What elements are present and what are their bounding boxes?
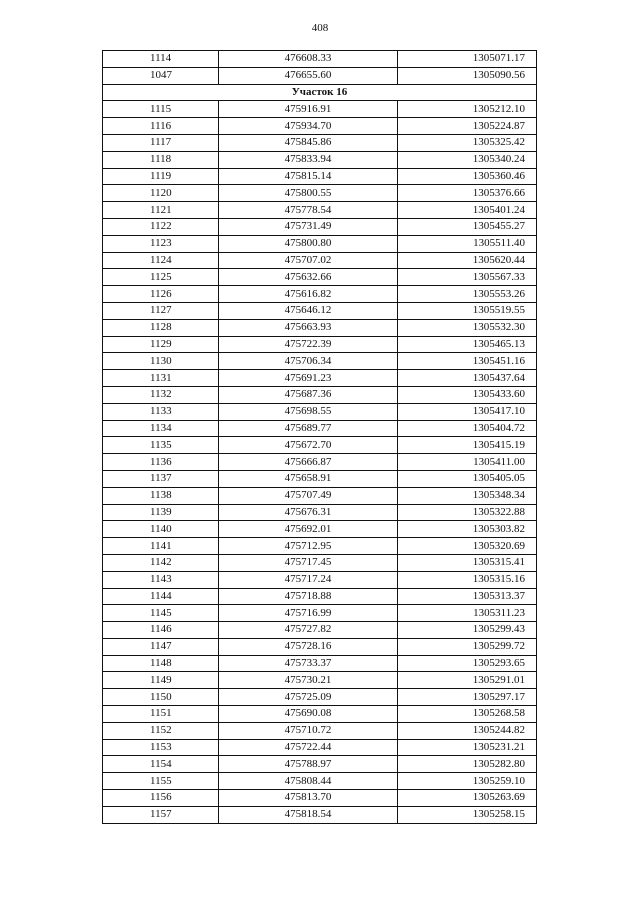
x-coordinate: 475707.49 — [219, 487, 398, 504]
point-number: 1120 — [103, 185, 219, 202]
x-coordinate: 475692.01 — [219, 521, 398, 538]
point-number: 1116 — [103, 118, 219, 135]
x-coordinate: 475616.82 — [219, 286, 398, 303]
point-number: 1146 — [103, 622, 219, 639]
table-row — [103, 67, 537, 84]
x-coordinate: 475718.88 — [219, 588, 398, 605]
x-coordinate: 475722.39 — [219, 336, 398, 353]
point-number: 1157 — [103, 806, 219, 823]
y-coordinate: 1305299.43 — [398, 622, 537, 639]
y-coordinate: 1305376.66 — [398, 185, 537, 202]
x-coordinate: 475717.45 — [219, 554, 398, 571]
table-row — [103, 622, 537, 639]
x-coordinate: 475813.70 — [219, 790, 398, 807]
point-number: 1128 — [103, 319, 219, 336]
x-coordinate: 475725.09 — [219, 689, 398, 706]
point-number: 1124 — [103, 252, 219, 269]
table-row — [103, 134, 537, 151]
table-row — [103, 605, 537, 622]
x-coordinate: 476608.33 — [219, 51, 398, 68]
table-row — [103, 470, 537, 487]
table-row — [103, 672, 537, 689]
point-number: 1133 — [103, 403, 219, 420]
point-number: 1127 — [103, 302, 219, 319]
section-header-row — [103, 84, 537, 101]
y-coordinate: 1305322.88 — [398, 504, 537, 521]
y-coordinate: 1305401.24 — [398, 202, 537, 219]
table-row — [103, 168, 537, 185]
point-number: 1151 — [103, 706, 219, 723]
point-number: 1155 — [103, 773, 219, 790]
table-row — [103, 302, 537, 319]
x-coordinate: 475663.93 — [219, 319, 398, 336]
y-coordinate: 1305071.17 — [398, 51, 537, 68]
point-number: 1047 — [103, 67, 219, 84]
x-coordinate: 475710.72 — [219, 722, 398, 739]
y-coordinate: 1305567.33 — [398, 269, 537, 286]
table-row — [103, 336, 537, 353]
table-row — [103, 252, 537, 269]
y-coordinate: 1305231.21 — [398, 739, 537, 756]
table-row — [103, 504, 537, 521]
x-coordinate: 475833.94 — [219, 151, 398, 168]
y-coordinate: 1305519.55 — [398, 302, 537, 319]
page-number: 408 — [311, 22, 329, 34]
table-row — [103, 420, 537, 437]
y-coordinate: 1305404.72 — [398, 420, 537, 437]
table-row — [103, 806, 537, 823]
x-coordinate: 475845.86 — [219, 134, 398, 151]
y-coordinate: 1305320.69 — [398, 538, 537, 555]
y-coordinate: 1305455.27 — [398, 218, 537, 235]
y-coordinate: 1305415.19 — [398, 437, 537, 454]
point-number: 1125 — [103, 269, 219, 286]
table-row — [103, 588, 537, 605]
x-coordinate: 475815.14 — [219, 168, 398, 185]
y-coordinate: 1305268.58 — [398, 706, 537, 723]
point-number: 1149 — [103, 672, 219, 689]
x-coordinate: 475788.97 — [219, 756, 398, 773]
x-coordinate: 475646.12 — [219, 302, 398, 319]
table-row — [103, 487, 537, 504]
point-number: 1119 — [103, 168, 219, 185]
y-coordinate: 1305451.16 — [398, 353, 537, 370]
table-row — [103, 437, 537, 454]
point-number: 1131 — [103, 370, 219, 387]
y-coordinate: 1305340.24 — [398, 151, 537, 168]
y-coordinate: 1305325.42 — [398, 134, 537, 151]
table-row — [103, 739, 537, 756]
y-coordinate: 1305360.46 — [398, 168, 537, 185]
x-coordinate: 475733.37 — [219, 655, 398, 672]
x-coordinate: 475687.36 — [219, 386, 398, 403]
point-number: 1142 — [103, 554, 219, 571]
x-coordinate: 475730.21 — [219, 672, 398, 689]
coordinates-table — [102, 50, 537, 824]
y-coordinate: 1305417.10 — [398, 403, 537, 420]
point-number: 1141 — [103, 538, 219, 555]
point-number: 1137 — [103, 470, 219, 487]
y-coordinate: 1305263.69 — [398, 790, 537, 807]
table-row — [103, 185, 537, 202]
y-coordinate: 1305511.40 — [398, 235, 537, 252]
point-number: 1123 — [103, 235, 219, 252]
point-number: 1150 — [103, 689, 219, 706]
x-coordinate: 475676.31 — [219, 504, 398, 521]
point-number: 1152 — [103, 722, 219, 739]
x-coordinate: 475731.49 — [219, 218, 398, 235]
y-coordinate: 1305291.01 — [398, 672, 537, 689]
y-coordinate: 1305620.44 — [398, 252, 537, 269]
table-row — [103, 756, 537, 773]
y-coordinate: 1305465.13 — [398, 336, 537, 353]
coordinates-table-body — [103, 51, 537, 824]
point-number: 1122 — [103, 218, 219, 235]
point-number: 1148 — [103, 655, 219, 672]
point-number: 1138 — [103, 487, 219, 504]
table-row — [103, 638, 537, 655]
point-number: 1129 — [103, 336, 219, 353]
point-number: 1115 — [103, 101, 219, 118]
point-number: 1143 — [103, 571, 219, 588]
table-row — [103, 554, 537, 571]
point-number: 1132 — [103, 386, 219, 403]
table-row — [103, 101, 537, 118]
y-coordinate: 1305315.16 — [398, 571, 537, 588]
x-coordinate: 476655.60 — [219, 67, 398, 84]
table-row — [103, 151, 537, 168]
x-coordinate: 475712.95 — [219, 538, 398, 555]
x-coordinate: 475727.82 — [219, 622, 398, 639]
point-number: 1144 — [103, 588, 219, 605]
point-number: 1140 — [103, 521, 219, 538]
x-coordinate: 475689.77 — [219, 420, 398, 437]
y-coordinate: 1305303.82 — [398, 521, 537, 538]
table-row — [103, 235, 537, 252]
table-row — [103, 655, 537, 672]
x-coordinate: 475722.44 — [219, 739, 398, 756]
x-coordinate: 475706.34 — [219, 353, 398, 370]
y-coordinate: 1305212.10 — [398, 101, 537, 118]
y-coordinate: 1305299.72 — [398, 638, 537, 655]
x-coordinate: 475690.08 — [219, 706, 398, 723]
point-number: 1121 — [103, 202, 219, 219]
y-coordinate: 1305437.64 — [398, 370, 537, 387]
point-number: 1117 — [103, 134, 219, 151]
table-row — [103, 538, 537, 555]
point-number: 1114 — [103, 51, 219, 68]
y-coordinate: 1305405.05 — [398, 470, 537, 487]
y-coordinate: 1305553.26 — [398, 286, 537, 303]
y-coordinate: 1305282.80 — [398, 756, 537, 773]
table-row — [103, 454, 537, 471]
x-coordinate: 475716.99 — [219, 605, 398, 622]
x-coordinate: 475717.24 — [219, 571, 398, 588]
point-number: 1139 — [103, 504, 219, 521]
x-coordinate: 475800.55 — [219, 185, 398, 202]
x-coordinate: 475818.54 — [219, 806, 398, 823]
y-coordinate: 1305258.15 — [398, 806, 537, 823]
table-row — [103, 218, 537, 235]
x-coordinate: 475666.87 — [219, 454, 398, 471]
table-row — [103, 353, 537, 370]
x-coordinate: 475658.91 — [219, 470, 398, 487]
table-row — [103, 118, 537, 135]
table-row — [103, 773, 537, 790]
point-number: 1135 — [103, 437, 219, 454]
table-row — [103, 790, 537, 807]
y-coordinate: 1305090.56 — [398, 67, 537, 84]
point-number: 1154 — [103, 756, 219, 773]
y-coordinate: 1305224.87 — [398, 118, 537, 135]
table-row — [103, 51, 537, 68]
y-coordinate: 1305297.17 — [398, 689, 537, 706]
table-row — [103, 319, 537, 336]
y-coordinate: 1305315.41 — [398, 554, 537, 571]
x-coordinate: 475728.16 — [219, 638, 398, 655]
point-number: 1118 — [103, 151, 219, 168]
point-number: 1136 — [103, 454, 219, 471]
x-coordinate: 475632.66 — [219, 269, 398, 286]
y-coordinate: 1305348.34 — [398, 487, 537, 504]
y-coordinate: 1305411.00 — [398, 454, 537, 471]
y-coordinate: 1305293.65 — [398, 655, 537, 672]
x-coordinate: 475778.54 — [219, 202, 398, 219]
table-row — [103, 286, 537, 303]
y-coordinate: 1305532.30 — [398, 319, 537, 336]
point-number: 1147 — [103, 638, 219, 655]
y-coordinate: 1305433.60 — [398, 386, 537, 403]
x-coordinate: 475916.91 — [219, 101, 398, 118]
x-coordinate: 475672.70 — [219, 437, 398, 454]
table-row — [103, 269, 537, 286]
y-coordinate: 1305259.10 — [398, 773, 537, 790]
x-coordinate: 475691.23 — [219, 370, 398, 387]
table-row — [103, 403, 537, 420]
section-title: Участок 16 — [103, 84, 537, 101]
y-coordinate: 1305313.37 — [398, 588, 537, 605]
point-number: 1156 — [103, 790, 219, 807]
table-row — [103, 370, 537, 387]
table-row — [103, 706, 537, 723]
x-coordinate: 475707.02 — [219, 252, 398, 269]
table-row — [103, 521, 537, 538]
point-number: 1130 — [103, 353, 219, 370]
table-row — [103, 571, 537, 588]
point-number: 1153 — [103, 739, 219, 756]
x-coordinate: 475698.55 — [219, 403, 398, 420]
point-number: 1134 — [103, 420, 219, 437]
point-number: 1126 — [103, 286, 219, 303]
table-row — [103, 689, 537, 706]
y-coordinate: 1305244.82 — [398, 722, 537, 739]
y-coordinate: 1305311.23 — [398, 605, 537, 622]
x-coordinate: 475800.80 — [219, 235, 398, 252]
table-row — [103, 202, 537, 219]
table-row — [103, 722, 537, 739]
table-row — [103, 386, 537, 403]
point-number: 1145 — [103, 605, 219, 622]
x-coordinate: 475934.70 — [219, 118, 398, 135]
x-coordinate: 475808.44 — [219, 773, 398, 790]
